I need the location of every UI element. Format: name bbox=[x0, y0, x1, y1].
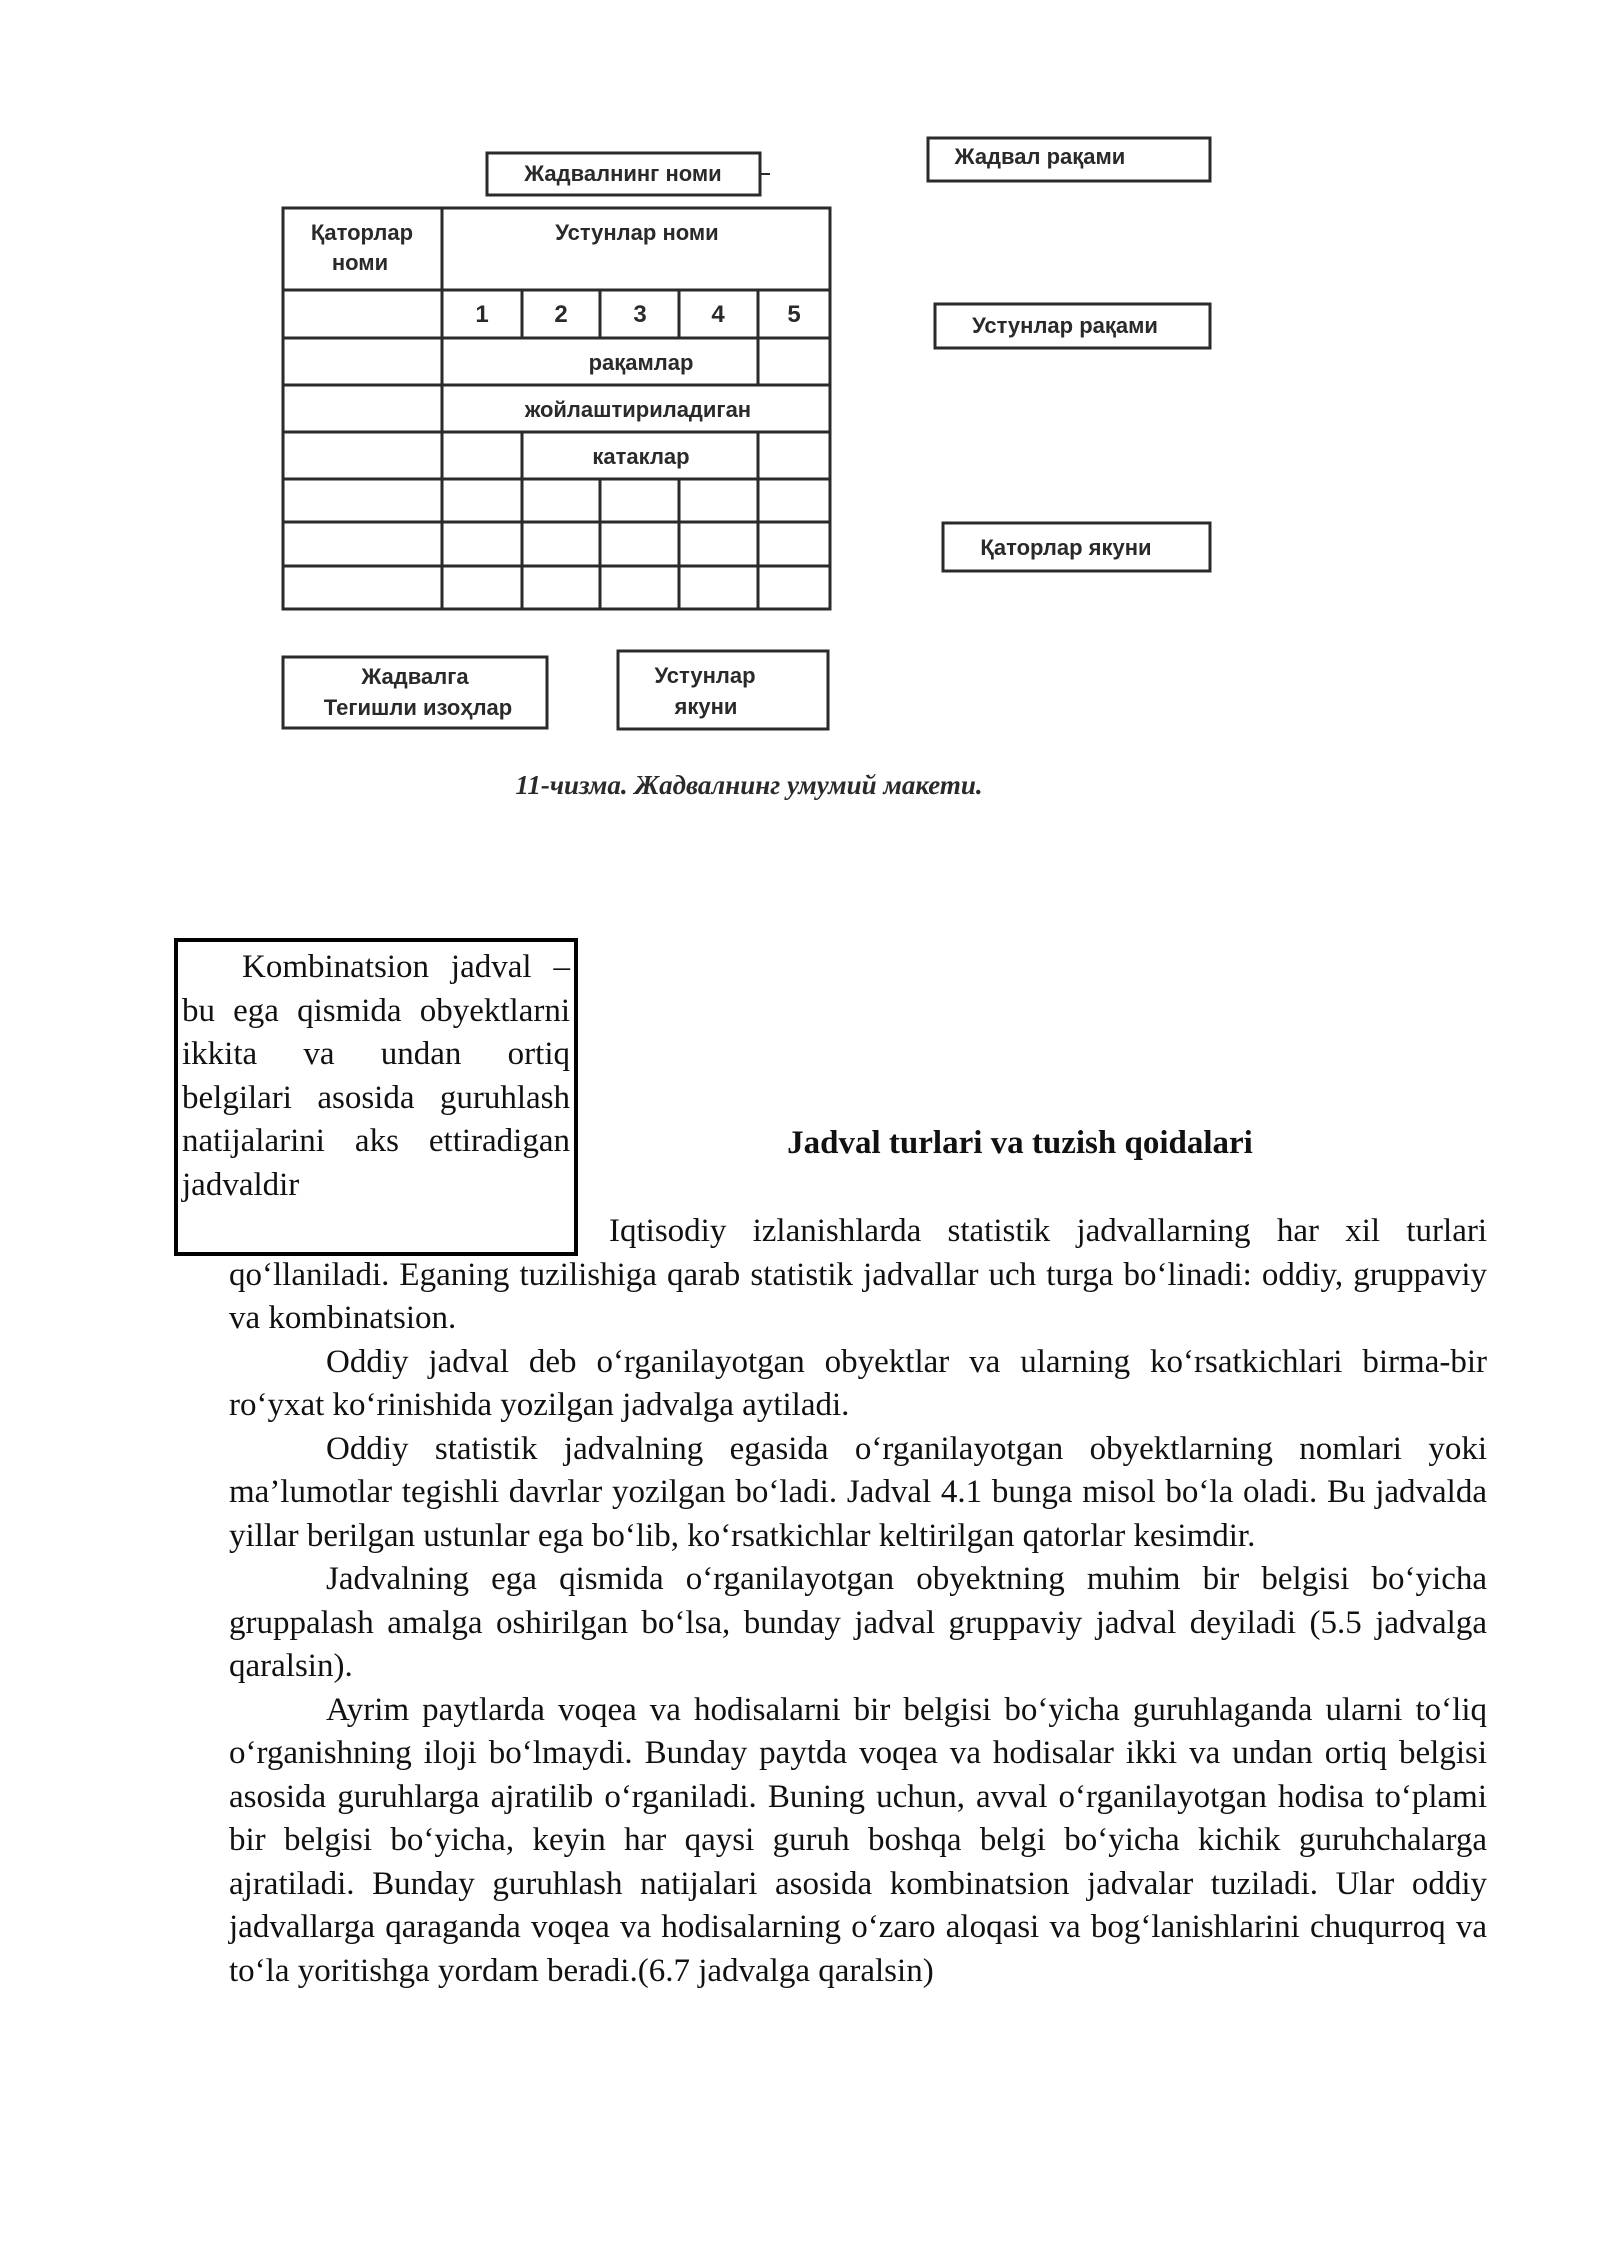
paragraph-5: Ayrim paytlarda voqea va hodisalarni bir belgisi bo‘yicha guruhlaganda ularni to‘liq o‘rganishning iloji bo‘lmaydi. Bunday paytda voqea va hodisalar ikki va undan ortiq belgisi asosida guruhlarga ajratilib o‘rganiladi. Buning uchun, avval o‘rganilayotgan hodisa to‘plami bir belgisi bo‘yicha, keyin har qaysi guruh boshqa belgi bo‘yicha kichik guruhchalarga ajratiladi. Bunday guruhlash natijalari asosida kombinatsion jadvalar tuziladi. Ular oddiy jadvallarga qaraganda voqea va hodisalarning o‘zaro aloqasi va bog‘lanishlarini chuqurroq va to‘la yoritishga yordam beradi.(6.7 jadvalga qaralsin) bbox=[229, 1691, 1487, 1989]
notes-box-label-1: Жадвалга bbox=[361, 664, 469, 689]
paragraph-3: Oddiy statistik jadvalning egasida o‘rganilayotgan obyektlarning nomlari yoki ma’lumotlar tegishli davrlar yozilgan bo‘ladi. Jadval 4.1 bunga misol bo‘la oladi. Bu jadvalda yillar berilgan ustunlar ega bo‘lib, ko‘rsatkichlar keltirilgan qatorlar kesimdir. bbox=[229, 1430, 1487, 1554]
rows-total-box-label: Қаторлар якуни bbox=[980, 535, 1152, 560]
sidebox-text: Kombinatsion jadval – bu ega qismida obyektlarni ikkita va undan ortiq belgilari asosida guruhlash natijalarini aks ettiradigan jadvaldir bbox=[182, 949, 570, 1203]
section-body bbox=[229, 1210, 1487, 1993]
title-box-label: Жадвалнинг номи bbox=[524, 161, 722, 186]
definition-sidebox bbox=[174, 938, 578, 1256]
row-names-label-2: номи bbox=[331, 250, 389, 275]
number-box-label: Жадвал рақами bbox=[954, 144, 1126, 169]
col-number-4: 4 bbox=[711, 301, 725, 328]
cols-total-box-label-1: Устунлар bbox=[654, 663, 756, 688]
col-number-1: 1 bbox=[475, 301, 489, 328]
cols-total-box-label-2: якуни bbox=[674, 694, 738, 719]
notes-box-label-2: Тегишли изоҳлар bbox=[323, 695, 513, 720]
col-names-label: Устунлар номи bbox=[555, 220, 719, 245]
placed-numbers-line-1: рақамлар bbox=[588, 350, 694, 375]
placed-numbers-line-3: катаклар bbox=[592, 444, 690, 469]
col-number-5: 5 bbox=[787, 301, 801, 328]
paragraph-2: Oddiy jadval deb o‘rganilayotgan obyektlar va ularning ko‘rsatkichlari birma-bir ro‘yxat ko‘rinishida yozilgan jadvalga aytiladi. bbox=[229, 1343, 1487, 1423]
col-number-2: 2 bbox=[554, 301, 568, 328]
section-heading: Jadval turlari va tuzish qoidalari bbox=[787, 1125, 1253, 1161]
row-names-label-1: Қаторлар bbox=[310, 220, 414, 245]
col-numbers-box-label: Устунлар рақами bbox=[972, 313, 1158, 338]
table-layout-diagram bbox=[0, 0, 1600, 830]
figure-caption: 11-чизма. Жадвалнинг умумий макети. bbox=[515, 770, 983, 800]
paragraph-1: Iqtisodiy izlanishlarda statistik jadvallarning har xil turlari qo‘llaniladi. Eganing tuzilishiga qarab statistik jadvallar uch turga bo‘linadi: oddiy, gruppaviy va kombinatsion. bbox=[229, 1213, 1487, 1336]
paragraph-4: Jadvalning ega qismida o‘rganilayotgan obyektning muhim bir belgisi bo‘yicha gruppalash amalga oshirilgan bo‘lsa, bunday jadval gruppaviy jadval deyiladi (5.5 jadvalga qaralsin). bbox=[229, 1561, 1487, 1684]
placed-numbers-line-2: жойлаштириладиган bbox=[524, 397, 752, 422]
col-number-3: 3 bbox=[633, 301, 647, 328]
